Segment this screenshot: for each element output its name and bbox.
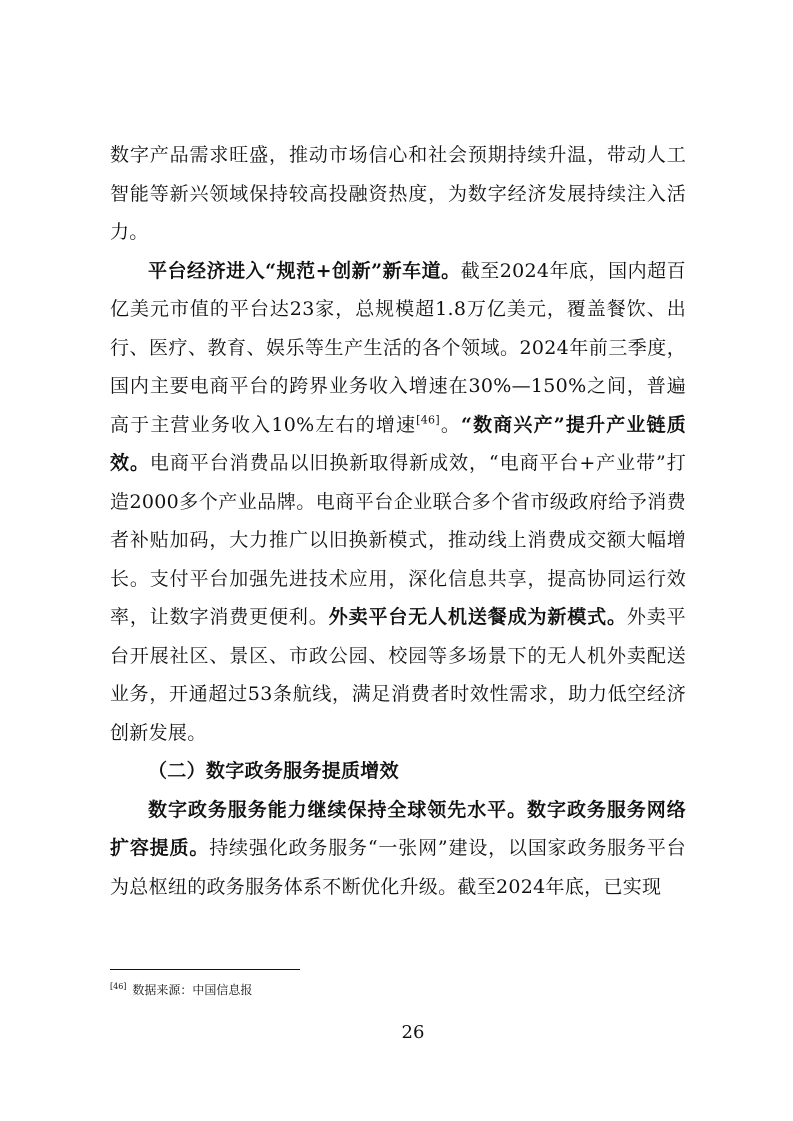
bold-lead-government-service: 数字政务服务能力继续保持全球领先水平。	[148, 798, 528, 821]
footnote-mark: [46]	[110, 982, 127, 991]
section-heading: （二）数字政务服务提质增效	[148, 760, 399, 782]
bold-lead-service-network: 数字政务服务网络扩容提质。	[110, 798, 686, 859]
paragraph-digital-government	[110, 791, 686, 907]
bold-lead-digital-commerce: “数商兴产”提升产业链质效。	[110, 413, 686, 474]
footnote-reference[interactable]: [46]	[416, 413, 440, 427]
punctuation: 。	[439, 413, 461, 436]
paragraph-continuation	[110, 136, 686, 252]
paragraph-text: 外卖平台开展社区、景区、市政公园、校园等多场景下的无人机外卖配送业务，开通超过53条航线，满足消费者时效性需求，助力低空经济创新发展。	[110, 606, 686, 744]
paragraph-text: 电商平台消费品以旧换新取得新成效，“电商平台+产业带”打造2000多个产业品牌。电商平台企业联合多个省市级政府给予消费者补贴加码，大力推广以旧换新模式，推动线上消费成交额大幅增长。支付平台加强先进技术应用，深化信息共享，提高协同运行效率，让数字消费更便利。	[110, 452, 686, 628]
bold-lead-drone-delivery: 外卖平台无人机送餐成为新模式。	[328, 606, 627, 628]
footnote-divider	[110, 969, 300, 970]
bold-lead-platform-economy: 平台经济进入“规范+创新”新车道。	[148, 259, 461, 282]
body-text	[110, 136, 686, 906]
footnote-text: 数据来源：中国信息报	[132, 983, 253, 997]
footnote	[110, 982, 252, 998]
paragraph-text: 截至2024年底，国内超百亿美元市值的平台达23家，总规模超1.8万亿美元，覆盖餐饮、出行、医疗、教育、娱乐等生产生活的各个领域。2024年前三季度，国内主要电商平台的跨界业务收入增速在30%—150%之间，普遍高于主营业务收入10%左右的增速	[110, 259, 686, 436]
paragraph-platform-economy	[110, 252, 686, 753]
paragraph-text: 持续强化政务服务“一张网”建设，以国家政务服务平台为总枢纽的政务服务体系不断优化升级。截至2024年底，已实现	[110, 837, 686, 898]
paragraph-text: 数字产品需求旺盛，推动市场信心和社会预期持续升温，带动人工智能等新兴领域保持较高投融资热度，为数字经济发展持续注入活力。	[110, 144, 686, 243]
page-number: 26	[401, 1022, 425, 1043]
